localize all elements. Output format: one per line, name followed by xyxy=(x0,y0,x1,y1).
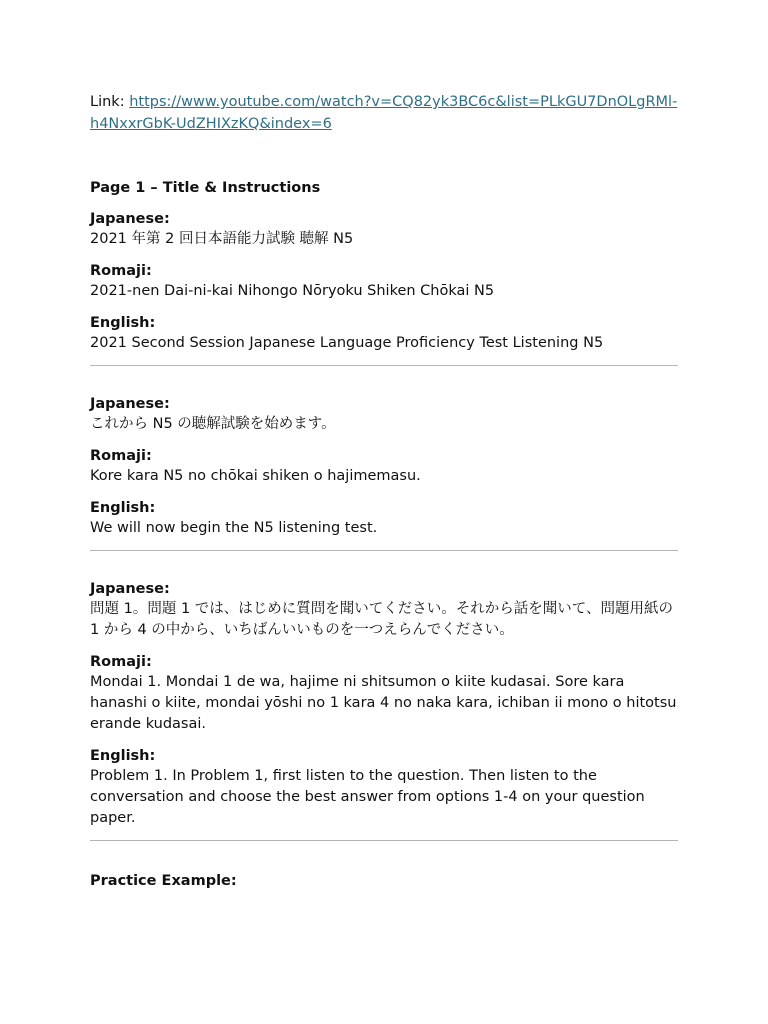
romaji-text: Kore kara N5 no chōkai shiken o hajimemasu. xyxy=(90,468,421,484)
section-divider xyxy=(90,550,678,551)
japanese-text: これから N5 の聴解試験を始めます。 xyxy=(90,416,336,432)
section-divider xyxy=(90,840,678,841)
english-label: English: xyxy=(90,315,156,331)
japanese-label: Japanese: xyxy=(90,211,170,227)
practice-heading: Practice Example: xyxy=(90,873,237,889)
romaji-label: Romaji: xyxy=(90,654,152,670)
english-text: 2021 Second Session Japanese Language Proficiency Test Listening N5 xyxy=(90,335,604,351)
youtube-link[interactable]: https://www.youtube.com/watch?v=CQ82yk3BC6c&list=PLkGU7DnOLgRMl-h4NxxrGbK-UdZHIXzKQ&index=6 xyxy=(90,94,678,132)
romaji-field xyxy=(90,261,678,302)
romaji-text: Mondai 1. Mondai 1 de wa, hajime ni shitsumon o kiite kudasai. Sore kara hanashi o kiite, mondai yōshi no 1 kara 4 no naka kara, ichiban ii mono o hitotsu erande kudasai. xyxy=(90,674,677,732)
english-text: Problem 1. In Problem 1, first listen to the question. Then listen to the conversation and choose the best answer from options 1-4 on your question paper. xyxy=(90,768,645,826)
japanese-text: 問題 1。問題 1 では、はじめに質問を聞いてください。それから話を聞いて、問題用紙の 1 から 4 の中から、いちばんいいものを一つえらんでください。 xyxy=(90,601,673,638)
link-line xyxy=(90,91,678,135)
romaji-field xyxy=(90,446,678,487)
section-1 xyxy=(90,209,678,354)
page-heading: Page 1 – Title & Instructions xyxy=(90,180,321,196)
english-field xyxy=(90,313,678,354)
english-text: We will now begin the N5 listening test. xyxy=(90,520,378,536)
romaji-field xyxy=(90,652,678,735)
english-label: English: xyxy=(90,500,156,516)
section-3 xyxy=(90,579,678,829)
romaji-text: 2021-nen Dai-ni-kai Nihongo Nōryoku Shiken Chōkai N5 xyxy=(90,283,495,299)
english-field xyxy=(90,746,678,829)
english-field xyxy=(90,498,678,539)
japanese-label: Japanese: xyxy=(90,581,170,597)
section-divider xyxy=(90,365,678,366)
document-page xyxy=(90,91,678,891)
japanese-label: Japanese: xyxy=(90,396,170,412)
japanese-text: 2021 年第 2 回日本語能力試験 聴解 N5 xyxy=(90,231,354,247)
romaji-label: Romaji: xyxy=(90,263,152,279)
japanese-field xyxy=(90,394,678,435)
english-label: English: xyxy=(90,748,156,764)
japanese-field xyxy=(90,579,678,641)
link-label: Link: xyxy=(90,94,130,110)
japanese-field xyxy=(90,209,678,250)
romaji-label: Romaji: xyxy=(90,448,152,464)
section-2 xyxy=(90,394,678,539)
